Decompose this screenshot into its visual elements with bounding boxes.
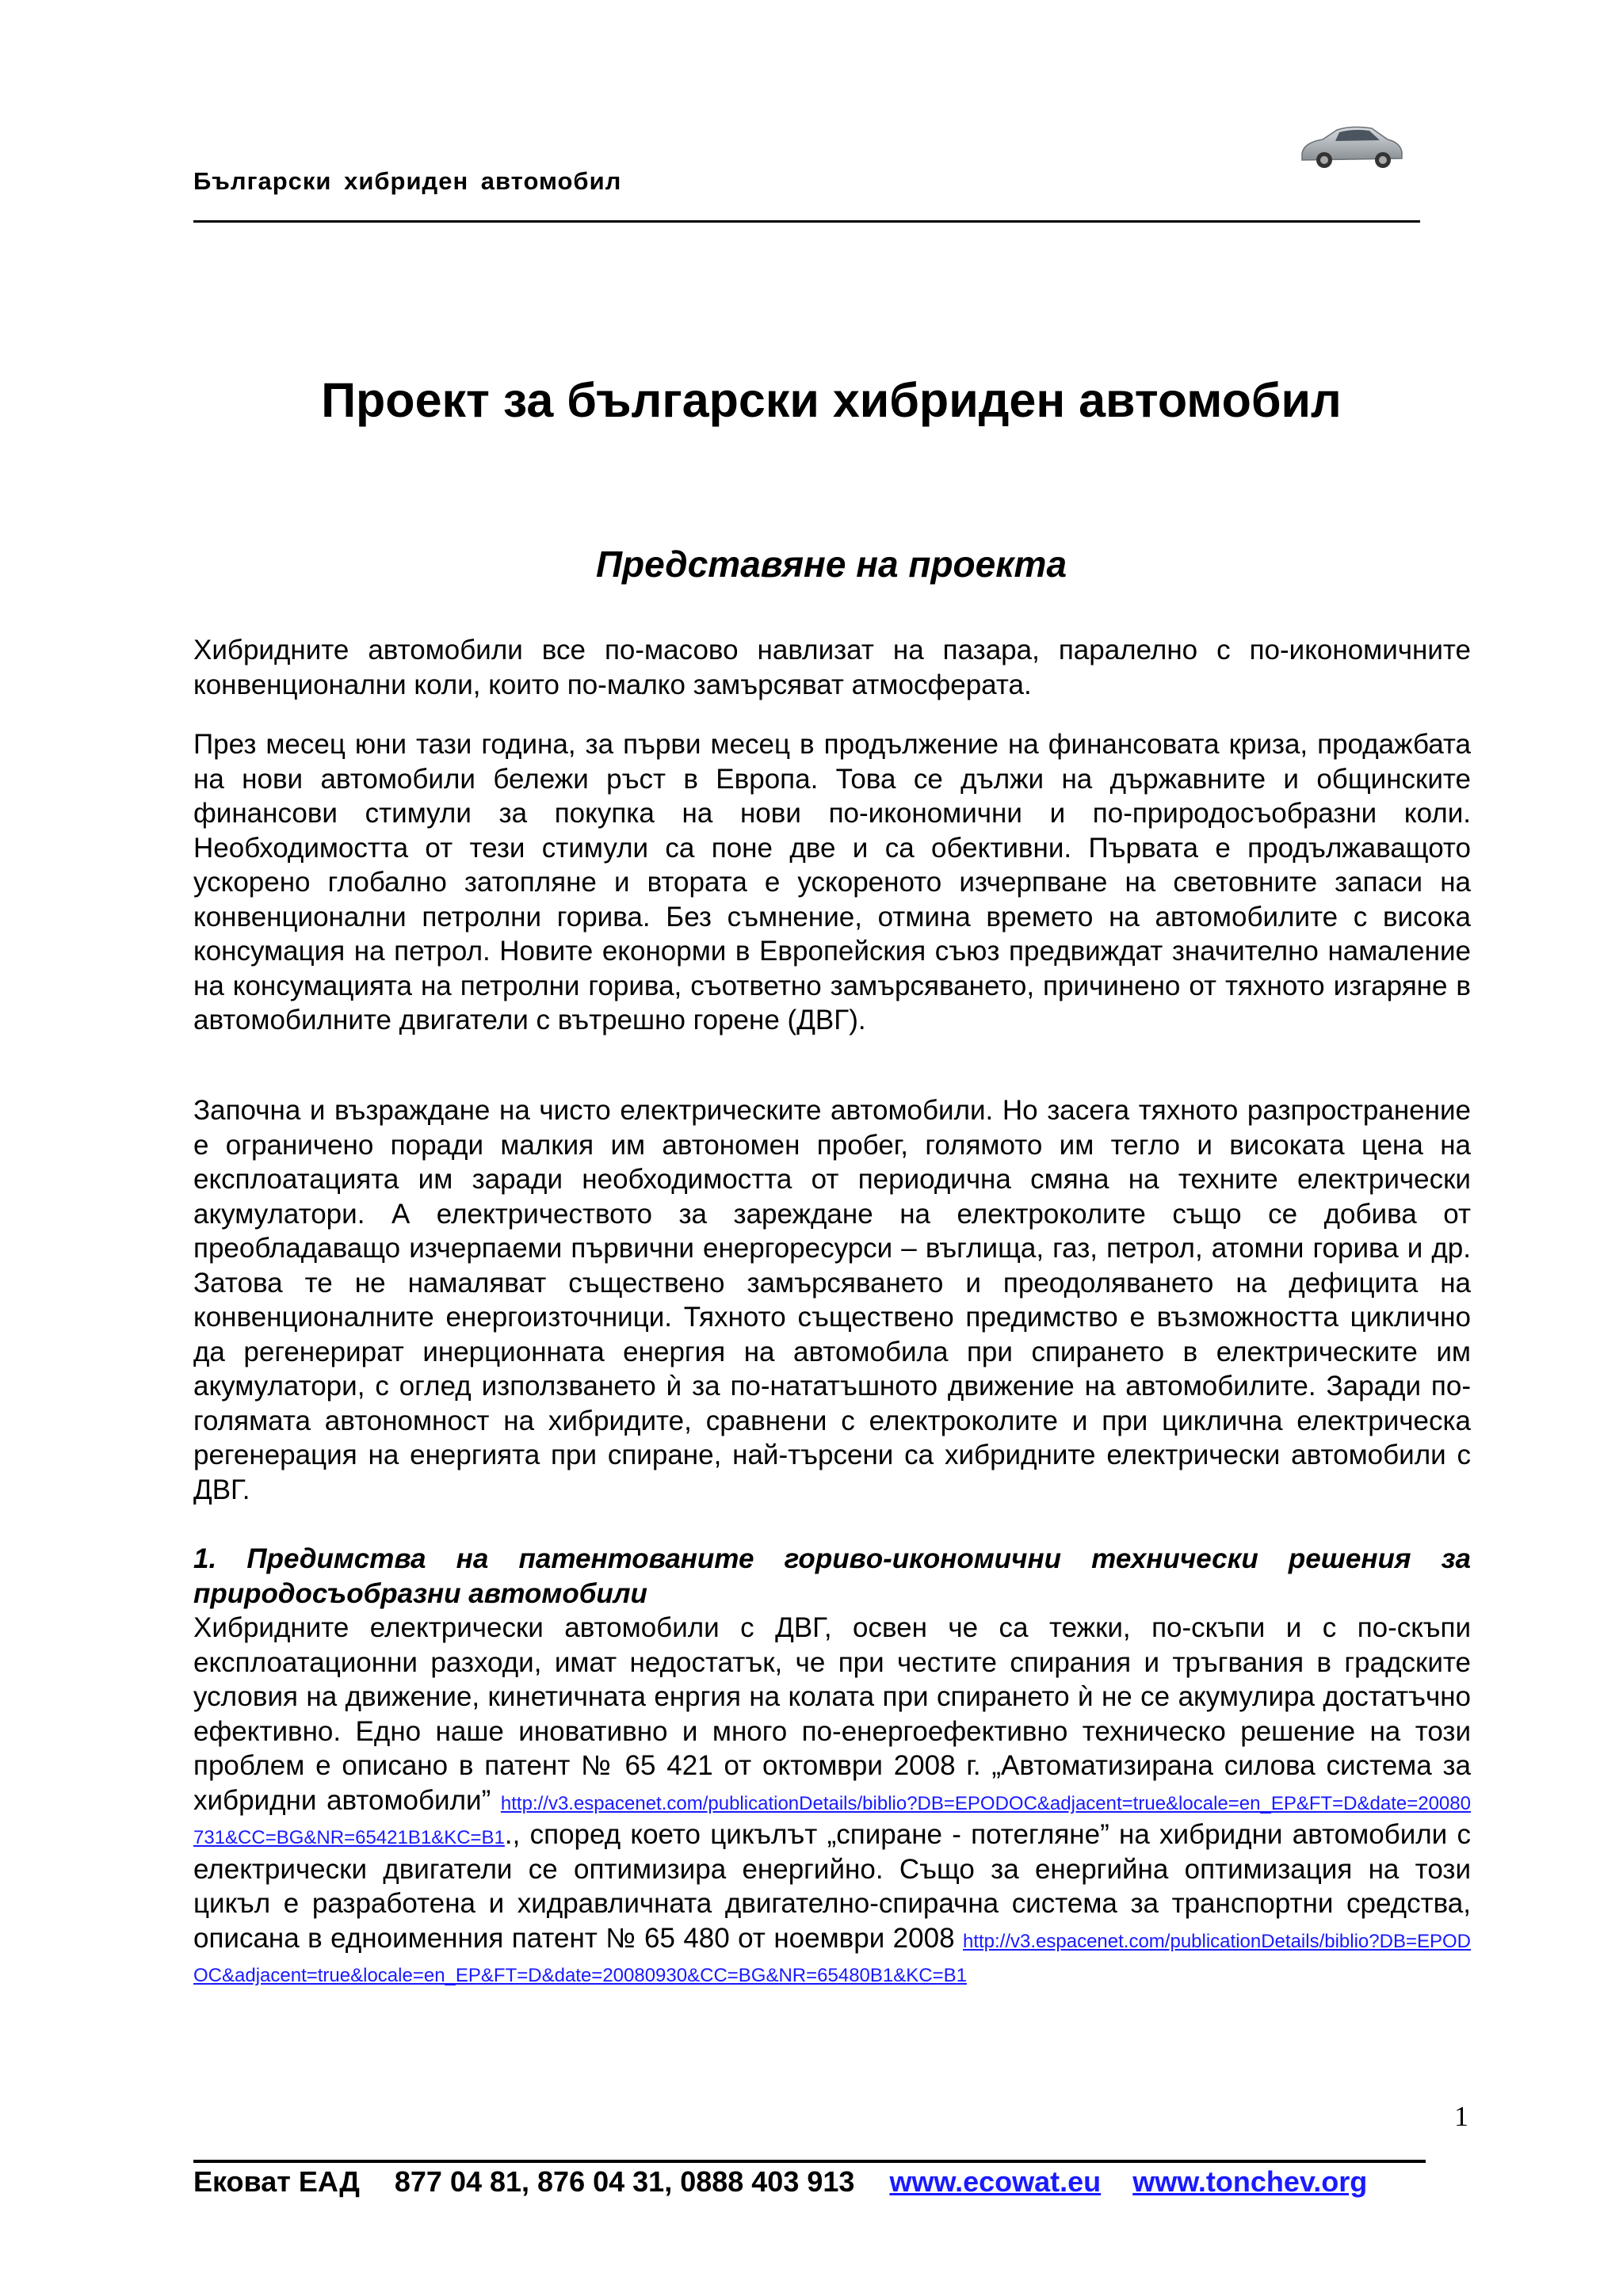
- section-1-text-b: ., според което цикълът „спиране - потегляне” на хибридни автомобили с електрически двигатели се оптимизира енергийно. Също за енергийна оптимизация на този цикъл е разработена и хидравличната двигателно-спирачна система за транспортни средства, описана в едноименния патент № 65 480 от ноември 2008: [193, 1819, 1471, 1954]
- patent-link-65480[interactable]: http://v3.espacenet.com/publicationDetails/biblio?DB=EPODOC&adjacent=true&locale=en_EP&FT=D&date=20080930&CC=BG&NR=65480B1&KC=B1: [193, 1930, 1471, 1986]
- footer-phones: 877 04 81, 876 04 31, 0888 403 913: [394, 2165, 855, 2198]
- paragraph-1: Хибридните автомобили все по-масово навлизат на пазара, паралелно с по-икономичните конвенционални коли, които по-малко замърсяват атмосферата.: [193, 635, 1471, 700]
- footer-link-tonchev[interactable]: www.tonchev.org: [1132, 2165, 1368, 2198]
- section-1-heading: 1. Предимства на патентованите горивo-икономични технически решения за природосъобразни автомобили: [193, 1543, 1471, 1609]
- document-subtitle: Представяне на проекта: [595, 543, 1067, 585]
- footer-divider: [193, 2160, 1426, 2163]
- footer-company: Ековат ЕАД: [193, 2165, 360, 2198]
- footer: [193, 2165, 1391, 2199]
- patent-link-65421[interactable]: http://v3.espacenet.com/publicationDetails/biblio?DB=EPODOC&adjacent=true&locale=en_EP&FT=D&date=20080731&CC=BG&NR=65421B1&KC=B1: [193, 1792, 1471, 1848]
- car-logo-icon: [1296, 119, 1407, 174]
- running-header: Български хибриден автомобил: [193, 167, 622, 195]
- page-number: 1: [1454, 2100, 1468, 2132]
- paragraph-2: През месец юни тази година, за първи месец в продължение на финансовата криза, продажбата на нови автомобили бележи ръст в Европа. Това се дължи на държавните и общинските финансови стимули за покупка на нови по-икономични и по-природосъобразни коли. Необходимостта от тези стимули са поне две и са обективни. Първата е продължаващото ускорено глобално затопляне и втората е ускореното изчерпване на световните запаси на конвенционални петролни горива. Без съмнение, отмина времето на автомобилите с висока консумация на петрол. Новите еконорми в Европейския съюз предвиждат значително намаление на консумацията на петролни горива, съответно замърсяването, причинено от тяхното изгаряне в автомобилните двигатели с вътрешно горене (ДВГ).: [193, 729, 1471, 1035]
- document-title: Проект за български хибриден автомобил: [321, 373, 1342, 427]
- paragraph-3: Започна и възраждане на чисто електрическите автомобили. Но засега тяхното разпространение е ограничено поради малкия им автономен пробег, голямото им тегло и високата цена на експлоатацията им заради необходимостта от периодична смяна на техните електрически акумулатори. А електричеството за зареждане на електроколите също се добива от преобладаващо изчерпаеми първични енергоресурси – въглища, газ, петрол, атомни горива и др. Затова те не намаляват съществено замърсяването и преодоляването на дефицита на конвенционалните енергоизточници. Тяхното съществено предимство е възможността циклично да регенерират инерционната енергия на автомобила при спирането в електрическите им акумулатори, с оглед използването ѝ за по-нататъшното движение на автомобилите. Заради по-голямата автономност на хибридите, сравнени с електроколите и при циклична електрическа регенерация на енергията при спиране, най-търсени са хибридните електрически автомобили с ДВГ.: [193, 1095, 1471, 1505]
- section-1: [193, 1542, 1471, 1990]
- header-divider: [193, 220, 1420, 223]
- section-1-text-a: Хибридните електрически автомобили с ДВГ, освен че са тежки, по-скъпи и с по-скъпи експлоатационни разходи, имат недостатък, че при честите спирания и тръгвания в градските условия на движение, кинетичната енргия на колата при спирането ѝ не се акумулира достатъчно ефективно. Едно наше иновативно и много по-енергоефективно техническо решение на този проблем е описано в патент № 65 421 от октомври 2008 г. „Автоматизирана силова система за хибридни автомобили”: [193, 1612, 1471, 1816]
- footer-link-ecowat[interactable]: www.ecowat.eu: [889, 2165, 1102, 2198]
